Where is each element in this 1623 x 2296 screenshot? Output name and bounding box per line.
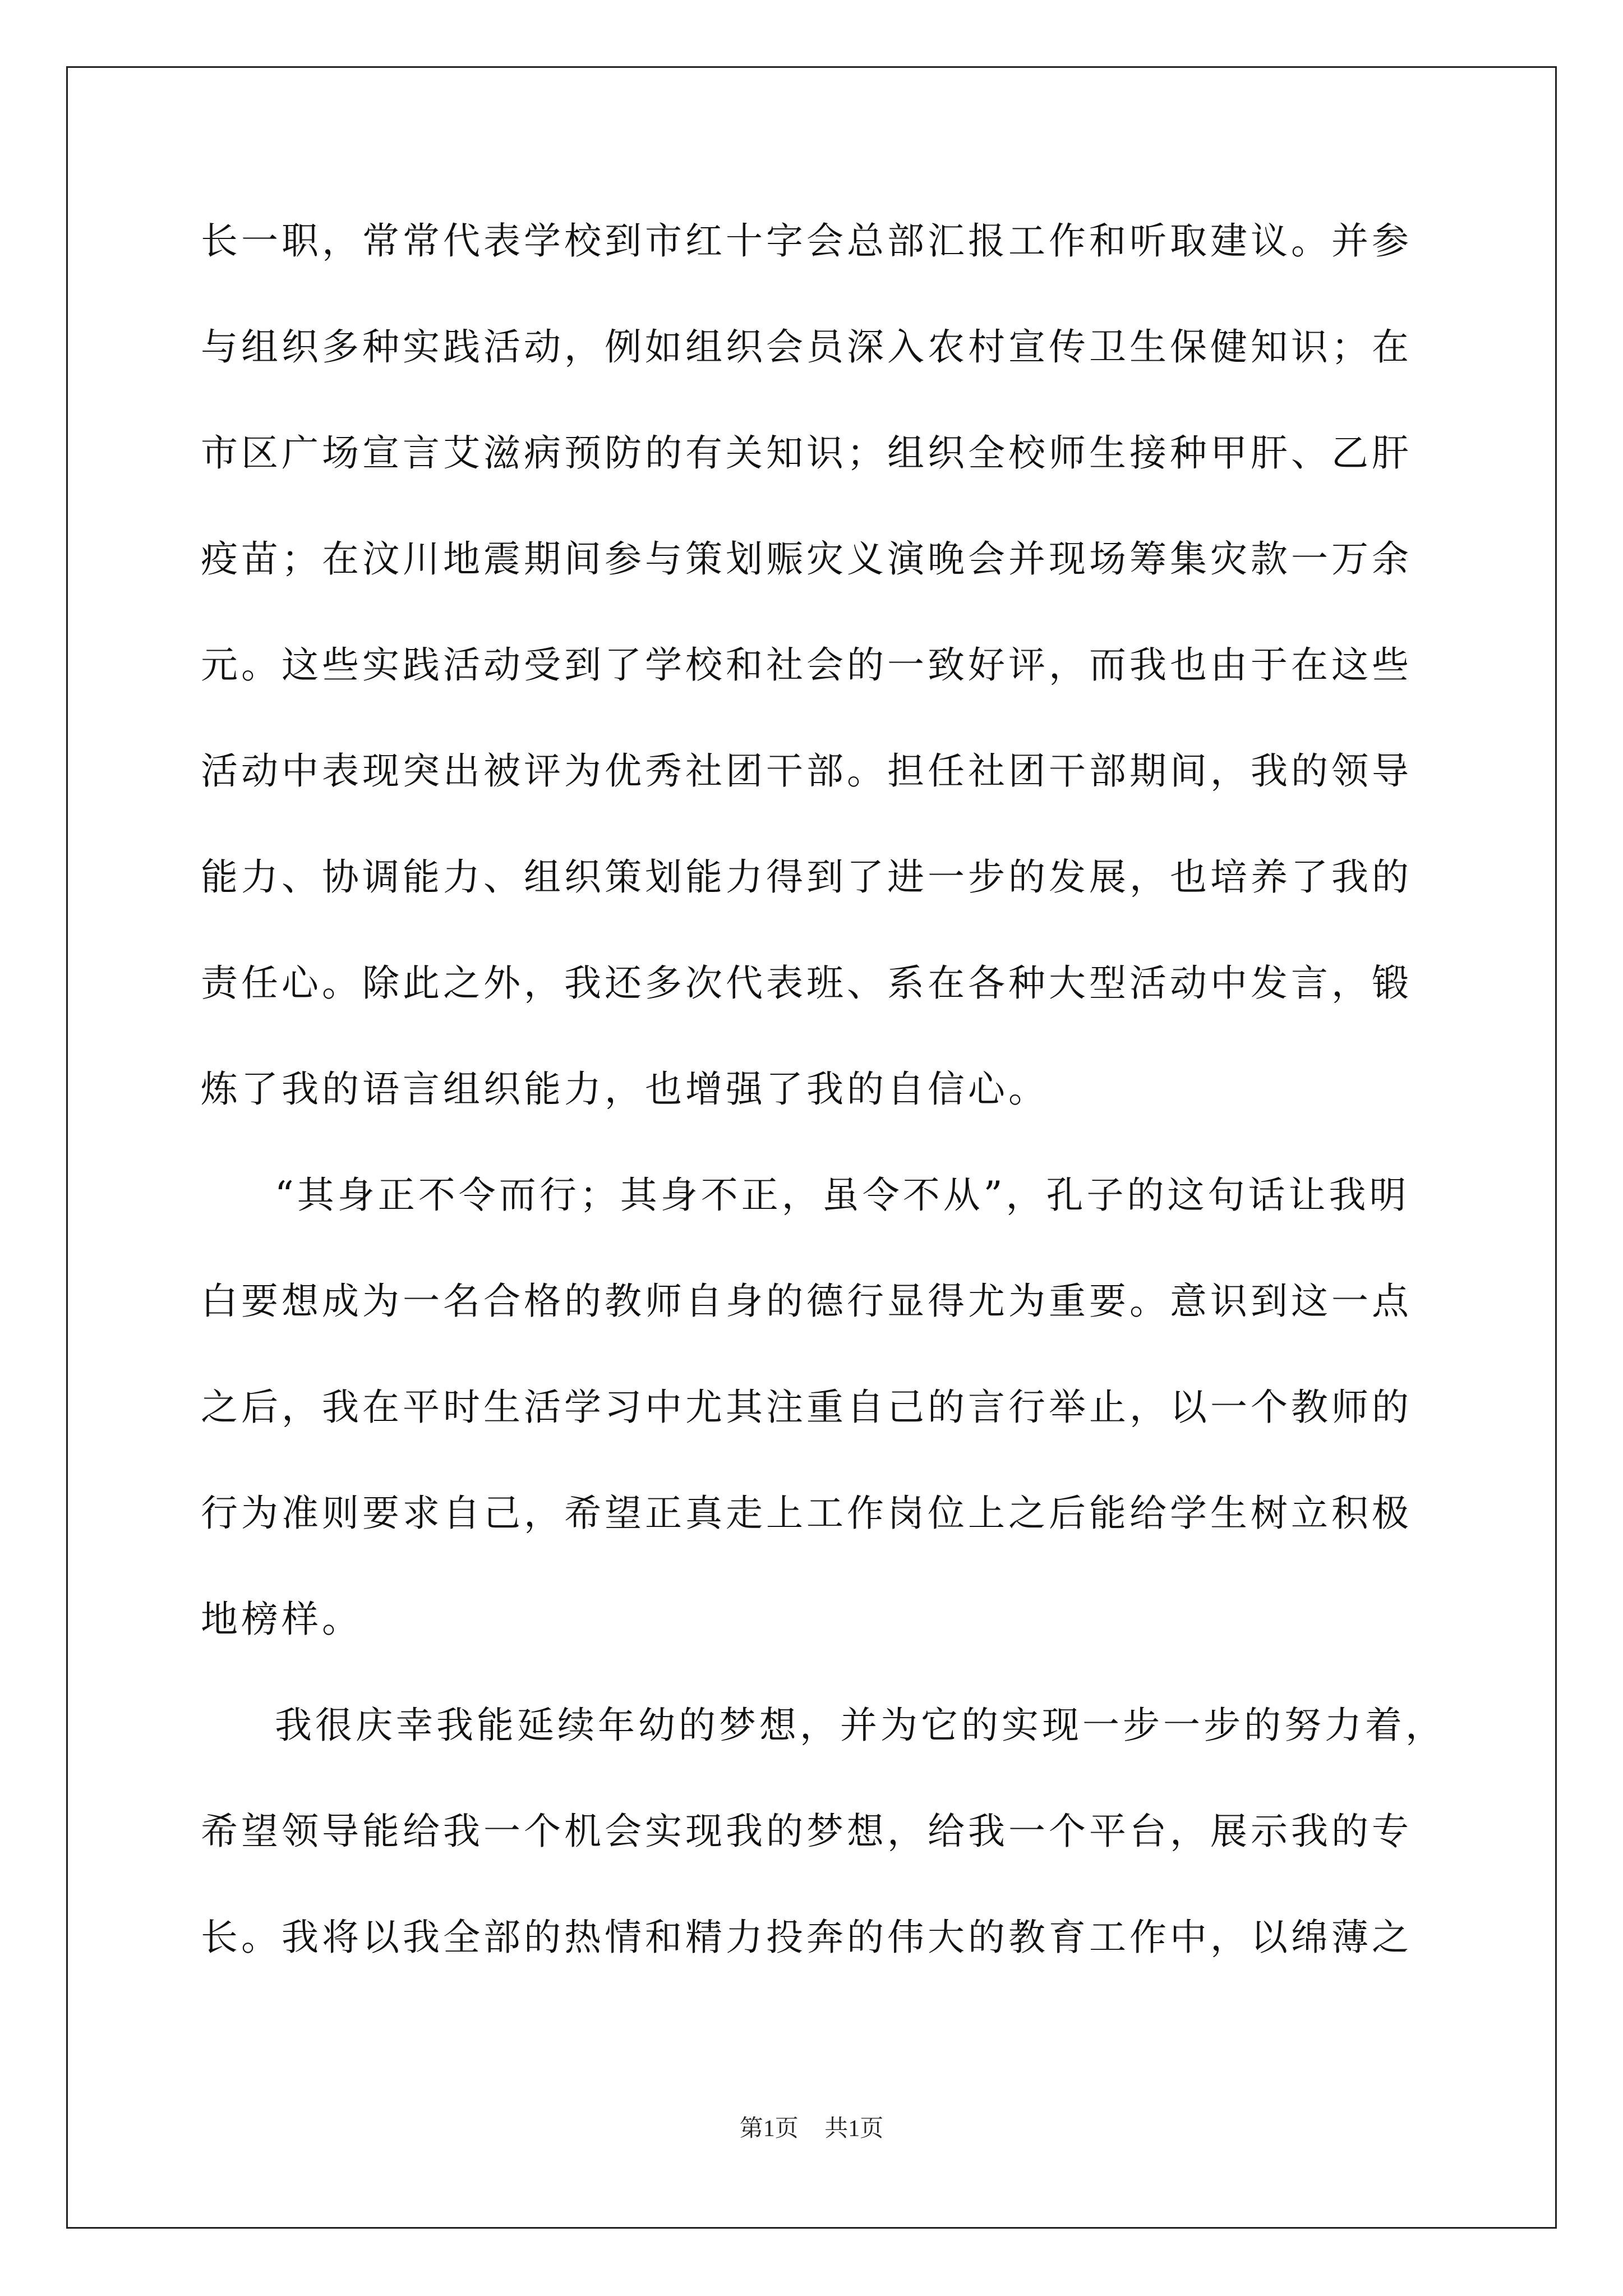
text-line-10: “其身正不令而行；其身不正，虽令不从”，孔子的这句话让我明	[275, 1174, 1410, 1217]
text-line-3: 市区广场宣言艾滋病预防的有关知识；组织全校师生接种甲肝、乙肝	[201, 431, 1412, 475]
document-body	[201, 215, 1446, 2017]
text-line-16: 希望领导能给我一个机会实现我的梦想，给我一个平台，展示我的专	[201, 1810, 1412, 1853]
text-line-11: 白要想成为一名合格的教师自身的德行显得尤为重要。意识到这一点	[201, 1280, 1412, 1323]
text-line-1: 长一职，常常代表学校到市红十字会总部汇报工作和听取建议。并参	[201, 219, 1412, 263]
page-total: 共1页	[824, 2116, 884, 2142]
text-line-6: 活动中表现突出被评为优秀社团干部。担任社团干部期间，我的领导	[201, 749, 1412, 793]
text-line-12: 之后，我在平时生活学习中尤其注重自己的言行举止，以一个教师的	[201, 1386, 1412, 1429]
text-line-8: 责任心。除此之外，我还多次代表班、系在各种大型活动中发言，锻	[201, 961, 1412, 1005]
text-line-2: 与组织多种实践活动，例如组织会员深入农村宣传卫生保健知识；在	[201, 325, 1412, 369]
text-line-9: 炼了我的语言组织能力，也增强了我的自信心。	[201, 1068, 1049, 1111]
text-line-7: 能力、协调能力、组织策划能力得到了进一步的发展，也培养了我的	[201, 855, 1412, 899]
text-line-4: 疫苗；在汶川地震期间参与策划赈灾义演晚会并现场筹集灾款一万余	[201, 537, 1412, 581]
page-footer	[0, 2112, 1623, 2146]
text-line-5: 元。这些实践活动受到了学校和社会的一致好评，而我也由于在这些	[201, 643, 1412, 687]
text-line-17: 长。我将以我全部的热情和精力投奔的伟大的教育工作中，以绵薄之	[201, 1916, 1412, 1959]
text-line-14: 地榜样。	[201, 1598, 362, 1641]
text-line-13: 行为准则要求自己，希望正真走上工作岗位上之后能给学生树立积极	[201, 1492, 1412, 1535]
text-line-15: 我很庆幸我能延续年幼的梦想，并为它的实现一步一步的努力着，	[275, 1704, 1446, 1747]
page-number: 第1页	[739, 2116, 799, 2142]
